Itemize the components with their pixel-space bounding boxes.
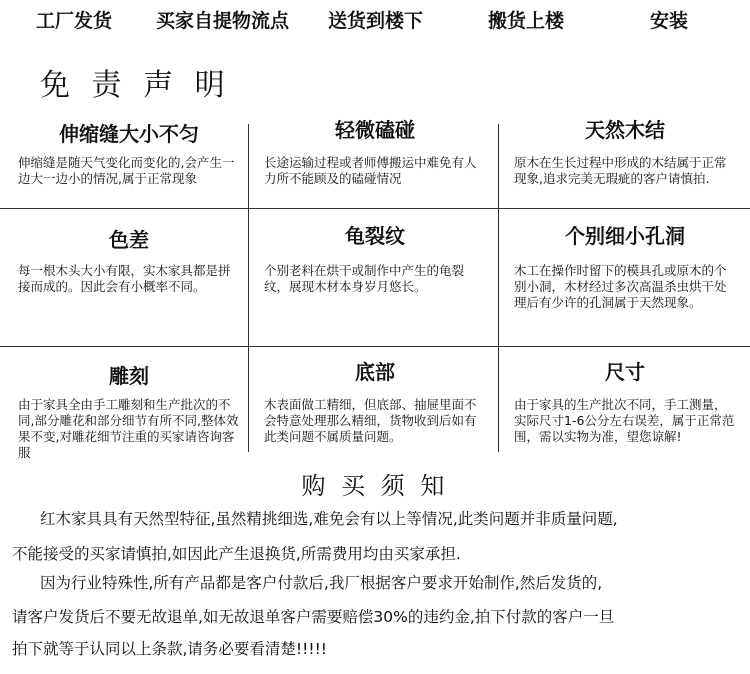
notice-line-3: 因为行业特殊性,所有产品都是客户付款后,我厂根据客户要求开始制作,然后发货的, <box>40 574 603 592</box>
cell-text: 原木在生长过程中形成的木结属于正常现象,追求完美无瑕疵的客户请慎拍. <box>514 155 727 186</box>
cell-bottom <box>264 356 486 445</box>
cell-color-difference <box>18 224 240 295</box>
nav-installation: 安装 <box>650 10 689 32</box>
cell-minor-bump <box>264 114 486 187</box>
cell-title: 个别细小孔洞 <box>565 224 685 248</box>
cell-text: 木表面做工精细，但底部、抽屉里面不会特意处理那么精细，货物收到后如有此类问题不属质量问题。 <box>264 397 477 444</box>
cell-text: 个别老料在烘干或制作中产生的龟裂纹，展现木材本身岁月悠长。 <box>264 263 465 294</box>
cell-craquelure <box>264 220 486 295</box>
nav-self-pickup: 买家自提物流点 <box>156 10 290 32</box>
service-nav <box>0 6 750 36</box>
cell-title: 雕刻 <box>109 364 149 388</box>
grid-divider-h1 <box>0 208 750 209</box>
cell-carving <box>18 360 240 461</box>
cell-text: 伸缩缝是随天气变化而变化的,会产生一边大一边小的情况,属于正常现象 <box>18 155 235 186</box>
cell-text: 长途运输过程或者师傅搬运中难免有人力所不能顾及的磕碰情况 <box>264 155 477 186</box>
cell-text: 每一根木头大小有限，实木家具都是拼接而成的。因此会有小概率不同。 <box>18 263 231 294</box>
cell-title: 轻微磕碰 <box>335 118 415 142</box>
purchase-notice-title: 购 买 须 知 <box>301 472 449 500</box>
grid-divider-v2 <box>498 124 499 452</box>
cell-expansion-gap <box>18 118 240 187</box>
cell-title: 色差 <box>109 228 149 252</box>
cell-text: 由于家具全由手工雕刻和生产批次的不同,部分雕花和部分细节有所不同,整体效果不变,对雕花细节注重的买家请咨询客服 <box>18 397 239 460</box>
cell-title: 龟裂纹 <box>345 224 405 248</box>
notice-line-2: 不能接受的买家请慎拍,如因此产生退换货,所需费用均由买家承担. <box>12 545 461 563</box>
nav-carry-upstairs: 搬货上楼 <box>488 10 565 32</box>
cell-title: 伸缩缝大小不匀 <box>59 122 199 146</box>
cell-title: 底部 <box>355 360 395 384</box>
disclaimer-title: 免 责 声 明 <box>40 68 231 103</box>
cell-size <box>514 356 736 445</box>
nav-factory-delivery: 工厂发货 <box>36 10 113 32</box>
cell-title: 尺寸 <box>605 360 645 384</box>
cell-small-holes <box>514 220 736 311</box>
cell-text: 由于家具的生产批次不同，手工测量，实际尺寸1-6公分左右误差，属于正常范围，需以实物为准，望您谅解! <box>514 397 735 444</box>
cell-title: 天然木结 <box>585 118 665 142</box>
disclaimer-grid <box>0 110 750 460</box>
cell-natural-knot <box>514 114 736 187</box>
notice-line-4: 请客户发货后不要无故退单,如无故退单客户需要赔偿30%的违约金,拍下付款的客户一旦 <box>12 608 615 626</box>
cell-text: 木工在操作时留下的模具孔或原木的个别小洞，木材经过多次高温杀虫烘干处理后有少许的孔洞属于天然现象。 <box>514 263 727 310</box>
grid-divider-v1 <box>248 124 249 452</box>
notice-line-5: 拍下就等于认同以上条款,请务必要看清楚!!!!! <box>12 640 327 658</box>
notice-line-1: 红木家具具有天然型特征,虽然精挑细选,难免会有以上等情况,此类问题并非质量问题, <box>40 510 618 528</box>
nav-deliver-downstairs: 送货到楼下 <box>328 10 424 32</box>
grid-divider-h2 <box>0 346 750 347</box>
